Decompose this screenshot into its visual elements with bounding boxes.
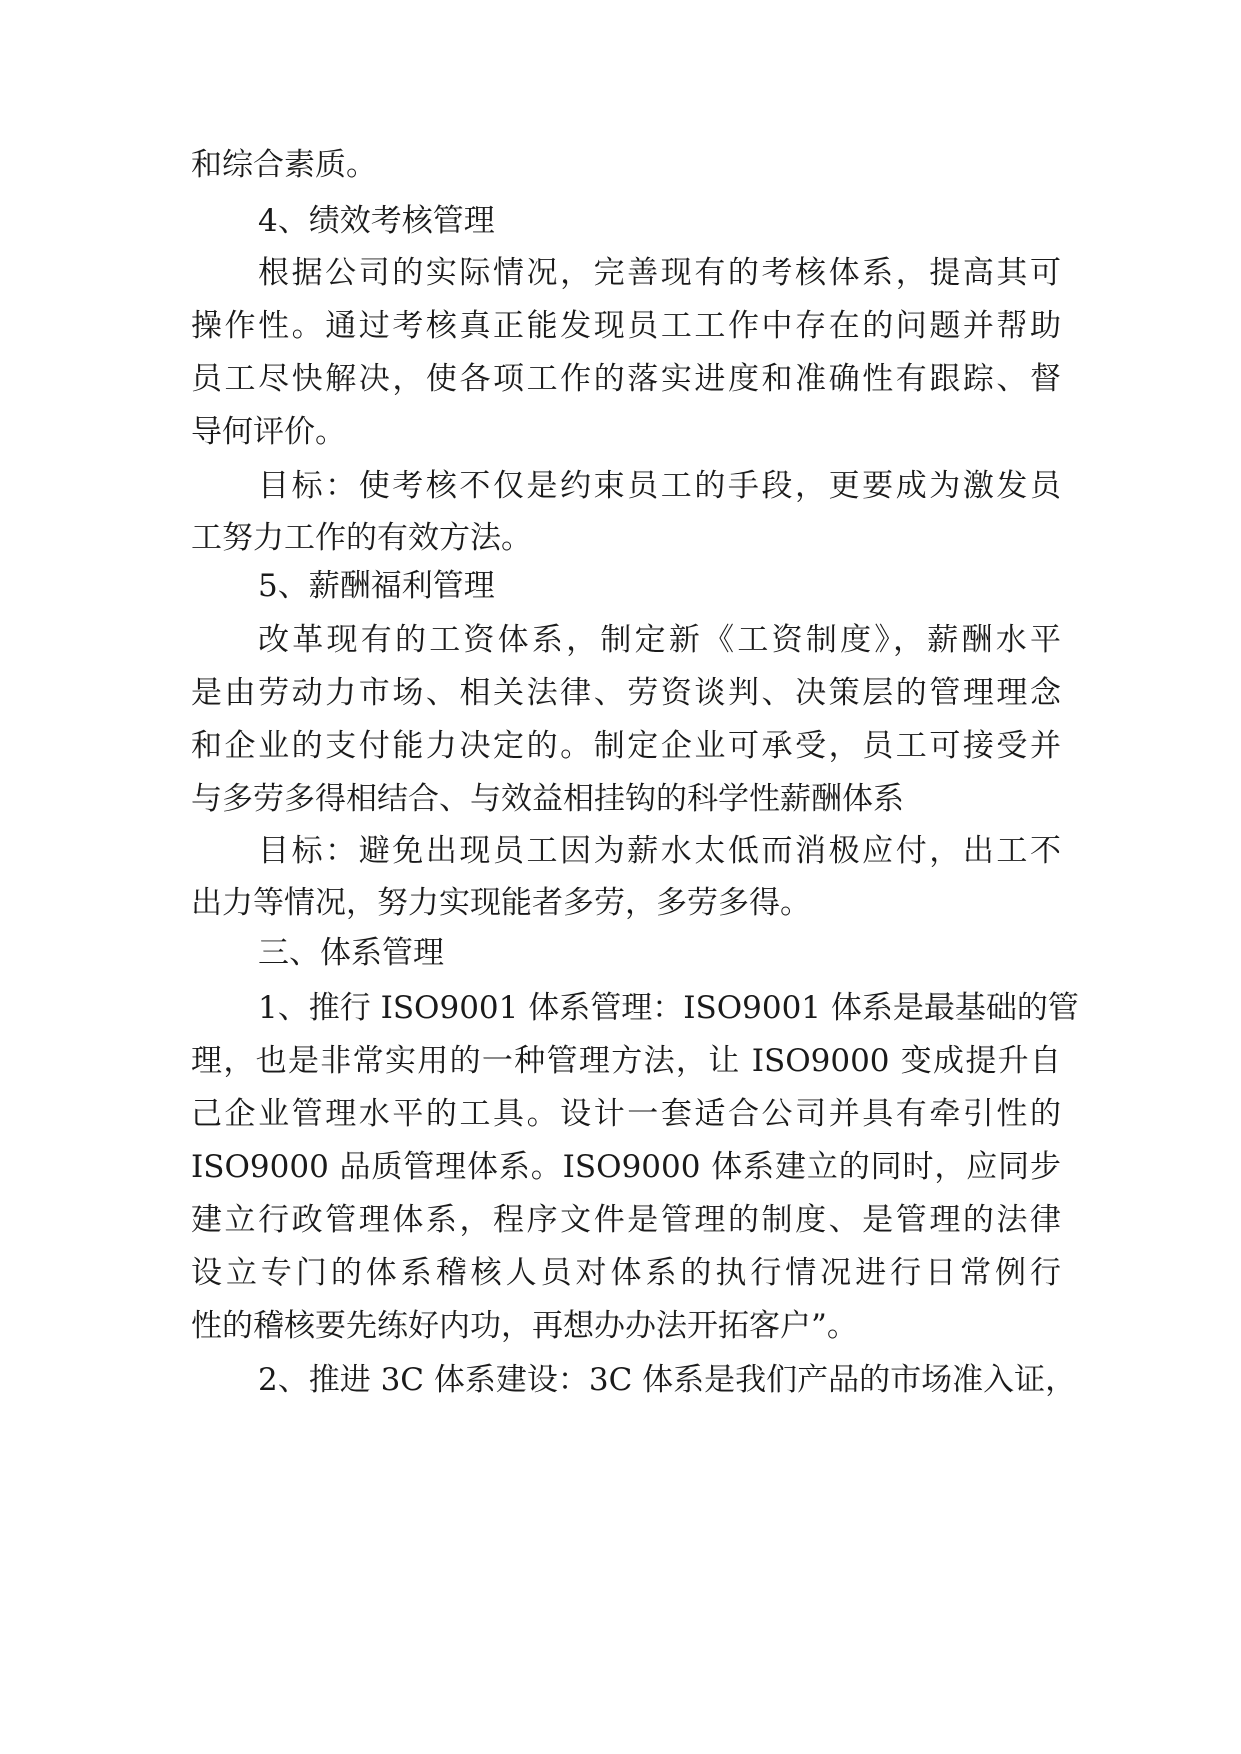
section-heading: 三、体系管理 (258, 935, 444, 971)
paragraph-line: 与多劳多得相结合、与效益相挂钩的科学性薪酬体系 (191, 781, 904, 817)
paragraph-line: 操作性。通过考核真正能发现员工工作中存在的问题并帮助 (191, 308, 1061, 344)
paragraph-line: 工努力工作的有效方法。 (191, 520, 532, 556)
paragraph-line: 是由劳动力市场、相关法律、劳资谈判、决策层的管理理念 (191, 675, 1061, 711)
paragraph-line: 改革现有的工资体系，制定新《工资制度》，薪酬水平 (258, 622, 1061, 658)
section-heading: 4、绩效考核管理 (258, 203, 495, 239)
paragraph-line: 己企业管理水平的工具。设计一套适合公司并具有牵引性的 (191, 1096, 1061, 1132)
paragraph-line: 目标：使考核不仅是约束员工的手段，更要成为激发员 (258, 468, 1061, 504)
paragraph-line: 员工尽快解决，使各项工作的落实进度和准确性有跟踪、督 (191, 361, 1061, 397)
paragraph-line: 1、推行 ISO9001 体系管理：ISO9001 体系是最基础的管 (258, 990, 1079, 1026)
paragraph-line: 和综合素质。 (191, 147, 377, 183)
section-heading: 5、薪酬福利管理 (258, 568, 495, 604)
paragraph-line: 和企业的支付能力决定的。制定企业可承受，员工可接受并 (191, 728, 1061, 764)
paragraph-line: 性的稽核要先练好内功，再想办办法开拓客户”。 (191, 1308, 858, 1344)
paragraph-line: 出力等情况，努力实现能者多劳，多劳多得。 (191, 885, 811, 921)
paragraph-line: 导何评价。 (191, 414, 346, 450)
paragraph-line: 理，也是非常实用的一种管理方法，让 ISO9000 变成提升自 (191, 1043, 1061, 1079)
paragraph-line: 2、推进 3C 体系建设：3C 体系是我们产品的市场准入证， (258, 1362, 1077, 1398)
paragraph-line: 目标：避免出现员工因为薪水太低而消极应付，出工不 (258, 833, 1061, 869)
paragraph-line: 根据公司的实际情况，完善现有的考核体系，提高其可 (258, 255, 1061, 291)
paragraph-line: ISO9000 品质管理体系。ISO9000 体系建立的同时，应同步 (191, 1149, 1061, 1185)
paragraph-line: 设立专门的体系稽核人员对体系的执行情况进行日常例行 (191, 1255, 1061, 1291)
paragraph-line: 建立行政管理体系，程序文件是管理的制度、是管理的法律 (191, 1202, 1061, 1238)
